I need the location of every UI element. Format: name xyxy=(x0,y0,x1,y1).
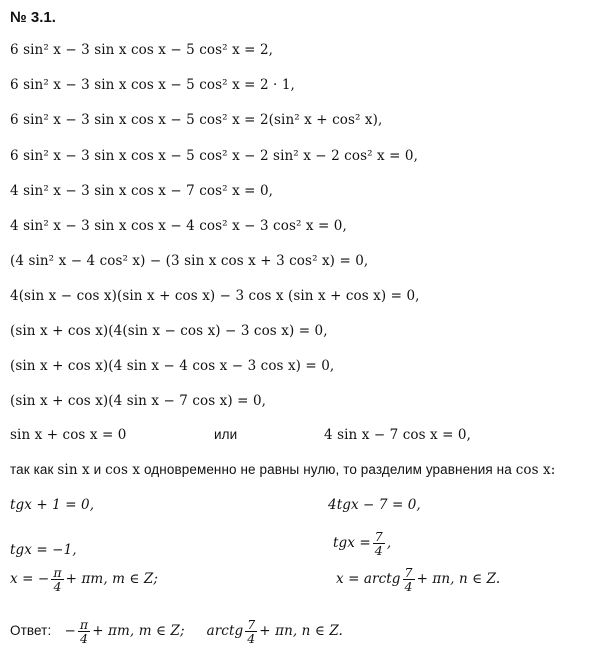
equation-line: 4 sin² x − 3 sin x cos x − 4 cos² x − 3 cos² x = 0, xyxy=(10,218,347,234)
tg-value-right xyxy=(333,530,391,557)
answer-b-suffix: + πn, n ∈ Z. xyxy=(259,623,343,640)
division-note xyxy=(10,462,555,478)
solution-left xyxy=(10,566,158,593)
tg-value-right-prefix: tgx = xyxy=(333,535,371,552)
note-cos-end: cos x: xyxy=(515,462,556,478)
equation-line: (sin x + cos x)(4 sin x − 4 cos x − 3 cos x) = 0, xyxy=(10,358,335,374)
answer-a-suffix: + πm, m ∈ Z; xyxy=(92,623,185,640)
fraction-denominator: 4 xyxy=(374,543,383,559)
solution-right-suffix: + πn, n ∈ Z. xyxy=(416,571,501,588)
equation-line: (sin x + cos x)(4(sin x − cos x) − 3 cos x) = 0, xyxy=(10,323,328,339)
note-part2: одновременно не равны нулю, то разделим уравнения на xyxy=(144,462,512,477)
equation-line: (4 sin² x − 4 cos² x) − (3 sin x cos x + 3 cos² x) = 0, xyxy=(10,253,369,269)
tg-equation-left: tgx + 1 = 0, xyxy=(10,497,95,513)
tg-equation-right: 4tgx − 7 = 0, xyxy=(328,497,421,513)
answer-b-prefix: arctg xyxy=(206,623,244,640)
problem-number: № 3.1. xyxy=(10,9,56,26)
fraction-denominator: 4 xyxy=(247,631,256,647)
equation-line: 6 sin² x − 3 sin x cos x − 5 cos² x = 2 · 1, xyxy=(10,77,295,93)
fraction-denominator: 4 xyxy=(404,579,413,595)
fraction-numerator: 7 xyxy=(374,529,383,544)
seven-over-4-fraction xyxy=(245,618,257,645)
fraction-denominator: 4 xyxy=(80,631,89,647)
seven-over-4-fraction xyxy=(403,566,415,593)
solution-left-suffix: + πm, m ∈ Z; xyxy=(65,571,159,588)
fraction-numerator: π xyxy=(79,617,89,632)
equation-line: 4 sin² x − 3 sin x cos x − 7 cos² x = 0, xyxy=(10,183,274,199)
note-and: и xyxy=(93,462,102,477)
solution-left-prefix: x = − xyxy=(10,571,50,588)
answer-label: Ответ: xyxy=(10,623,52,639)
factor-two-equation: 4 sin x − 7 cos x = 0, xyxy=(324,427,471,443)
equation-line: 6 sin² x − 3 sin x cos x − 5 cos² x = 2, xyxy=(10,42,274,58)
fraction-numerator: π xyxy=(53,565,62,580)
solution-right-prefix: x = arctg xyxy=(336,571,401,588)
note-part1: так как xyxy=(10,462,54,477)
solution-right xyxy=(336,566,500,593)
fraction-numerator: 7 xyxy=(404,565,413,580)
note-sin: sin x xyxy=(57,462,90,478)
pi-over-4-fraction xyxy=(78,618,90,645)
equation-line: 6 sin² x − 3 sin x cos x − 5 cos² x = 2(sin² x + cos² x), xyxy=(10,112,383,128)
answer-line xyxy=(10,618,343,645)
or-word: или xyxy=(214,427,238,442)
fraction-numerator: 7 xyxy=(247,617,256,632)
fraction-denominator: 4 xyxy=(53,579,62,595)
note-cos: cos x xyxy=(105,462,141,478)
tg-value-right-suffix: , xyxy=(386,535,392,552)
answer-a-prefix: − xyxy=(64,623,76,640)
equation-line: 6 sin² x − 3 sin x cos x − 5 cos² x − 2 sin² x − 2 cos² x = 0, xyxy=(10,148,418,164)
tg-value-left: tgx = −1, xyxy=(10,542,77,558)
factor-one-equation: sin x + cos x = 0 xyxy=(10,427,127,443)
equation-line: (sin x + cos x)(4 sin x − 7 cos x) = 0, xyxy=(10,393,267,409)
seven-over-4-fraction xyxy=(373,530,385,557)
pi-over-4-fraction xyxy=(51,566,63,593)
equation-line: 4(sin x − cos x)(sin x + cos x) − 3 cos x (sin x + cos x) = 0, xyxy=(10,288,420,304)
